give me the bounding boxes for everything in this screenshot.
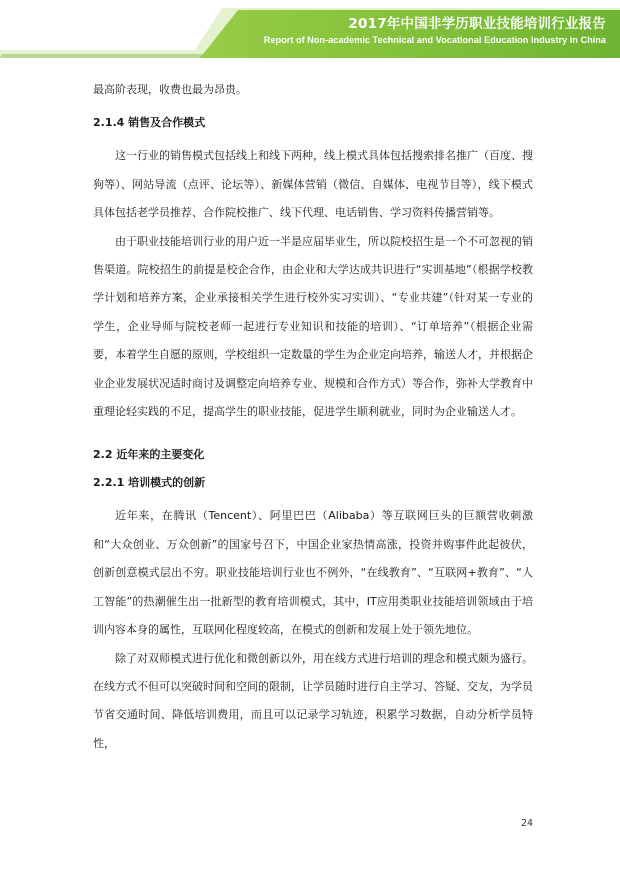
paragraph-training-innovation: 近年来，在腾讯（Tencent）、阿里巴巴（Alibaba）等互联网巨头的巨额营收刺激和“大众创业、万众创新”的国家号召下，中国企业家热情高涨，投资并购事件此起彼伏，创新创意模式层出不穷。职业技能培训行业也不例外，“在线教育”、“互联网+教育”、“人工智能”的热潮催生出一批新型的教育培训模式，其中，IT应用类职业技能培训领域由于培训内容本身的属性，互联网化程度较高，在模式的创新和发展上处于领先地位。 [93,509,533,637]
report-title: 2017年中国非学历职业技能培训行业报告 [348,16,606,32]
section-heading-2-2-1: 2.2.1 培训模式的创新 [93,476,206,490]
paragraph-sales-model: 这一行业的销售模式包括线上和线下两种，线上模式具体包括搜索排名推广（百度、搜狗等）、网站导流（点评、论坛等）、新媒体营销（微信、自媒体、电视节目等），线下模式具体包括老学员推荐、合作院校推广、线下代理、电话销售、学习资料传播营销等。 [93,149,533,220]
report-subtitle: Report of Non-academic Technical and Vocational Education Industry in China [263,35,606,45]
page-number: 24 [521,818,534,829]
page-content [93,76,533,758]
section-heading-2-1-4: 2.1.4 销售及合作模式 [93,116,206,130]
section-heading-2-2: 2.2 近年来的主要变化 [93,448,205,462]
spacer [93,426,533,441]
paragraph-school-cooperation: 由于职业技能培训行业的用户近一半是应届毕业生，所以院校招生是一个不可忽视的销售渠道。院校招生的前提是校企合作，由企业和大学达成共识进行“实训基地”（根据学校教学计划和培养方案，企业承接相关学生进行校外实习实训）、“专业共建”（针对某一专业的学生，企业导师与院校老师一起进行专业知识和技能的培训）、“订单培养”（根据企业需要，本着学生自愿的原则，学校组织一定数量的学生为企业定向培养，输送人才，并根据企业企业发展状况适时商讨及调整定向培养专业、规模和合作方式）等合作，弥补大学教育中重理论轻实践的不足，提高学生的职业技能，促进学生顺利就业，同时为企业输送人才。 [93,234,533,419]
paragraph-online-training: 除了对双师模式进行优化和微创新以外，用在线方式进行培训的理念和模式颇为盛行。在线方式不但可以突破时间和空间的限制，让学员随时进行自主学习、答疑、交友，为学员节省交通时间、降低培训费用，而且可以记录学习轨迹，积累学习数据，自动分析学员特性， [93,651,533,750]
intro-line: 最高阶表现，收费也最为昂贵。 [93,83,247,96]
header-band [0,0,620,58]
